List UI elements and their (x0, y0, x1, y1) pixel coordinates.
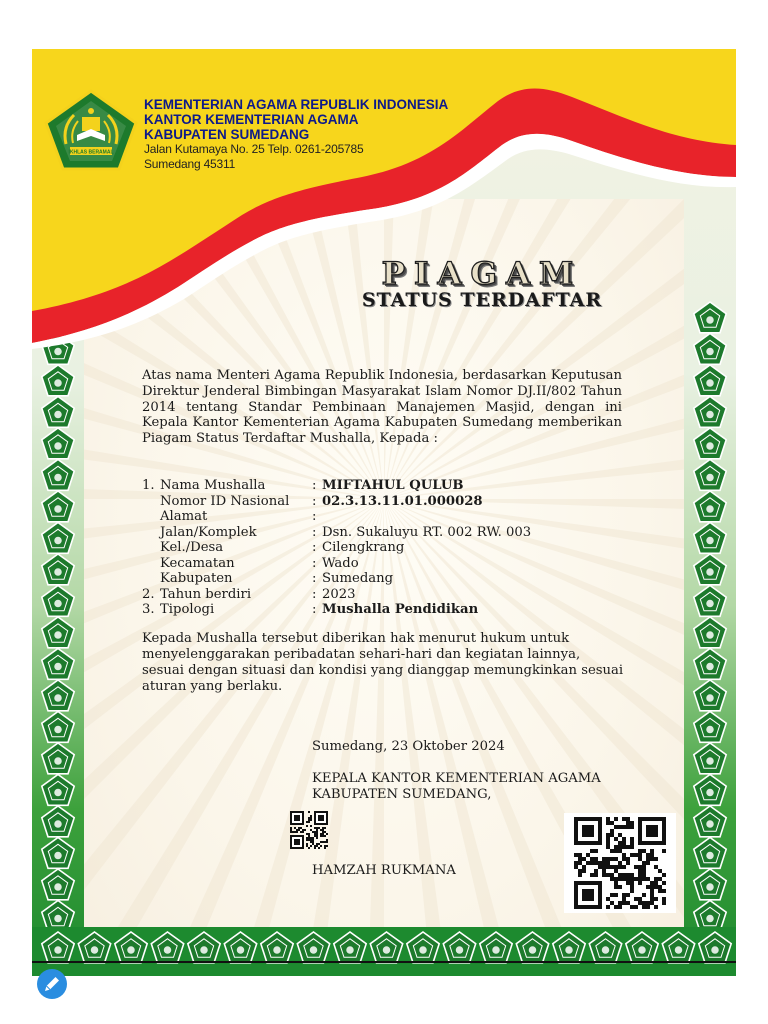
detail-label: Kecamatan (160, 555, 235, 571)
certificate-title: PIAGAM (381, 256, 583, 292)
intro-paragraph: Atas nama Menteri Agama Republik Indonesia, berdasarkan Keputusan Direktur Jenderal Bimbingan Masyarakat Islam Nomor DJ.II/802 Tahun 2014 tentang Standar Pembinaan Manajemen Masjid, dengan ini Kepala Kantor Kementerian Agama Kabupaten Sumedang memberikan Piagam Status Terdaftar Mushalla, Kepada : (142, 368, 622, 447)
header-regency: KABUPATEN SUMEDANG (144, 127, 310, 142)
tile-ornament-icon (297, 932, 329, 963)
detail-colon: : (312, 493, 317, 509)
qr-code-icon (564, 813, 676, 913)
tile-ornament-icon (443, 932, 475, 963)
tile-ornament-icon (115, 932, 147, 963)
tile-ornament-icon (694, 712, 726, 743)
certificate (32, 49, 736, 976)
certificate-subtitle: STATUS TERDAFTAR (361, 289, 603, 311)
tile-ornament-icon (480, 932, 512, 963)
detail-value: Wado (322, 555, 359, 571)
tile-ornament-icon (42, 397, 74, 428)
tile-ornament-icon (42, 460, 74, 491)
tile-ornament-icon (42, 617, 74, 648)
tile-ornament-icon (694, 869, 726, 900)
detail-label: Kel./Desa (160, 540, 224, 555)
detail-colon: : (312, 478, 317, 493)
signer-name: HAMZAH RUKMANA (312, 863, 456, 878)
tile-ornament-icon (694, 491, 726, 522)
tile-ornament-icon (42, 649, 74, 680)
detail-label: Alamat (160, 509, 208, 524)
tile-ornament-icon (694, 523, 726, 554)
qr-code-icon (290, 811, 332, 849)
tile-ornament-icon (699, 932, 731, 963)
detail-value: 2023 (322, 586, 356, 602)
header-address: Jalan Kutamaya No. 25 Telp. 0261-205785 (144, 142, 364, 156)
detail-value: Sumedang (322, 571, 394, 586)
detail-colon: : (312, 509, 317, 524)
tile-ornament-icon (553, 932, 585, 963)
detail-colon: : (312, 602, 317, 617)
detail-label: Nama Mushalla (160, 478, 266, 493)
tile-ornament-icon (42, 586, 74, 617)
bottom-rule (32, 961, 736, 963)
tile-ornament-icon (224, 932, 256, 963)
tile-ornament-icon (334, 932, 366, 963)
tile-ornament-icon (42, 680, 74, 711)
tile-ornament-icon (694, 806, 726, 837)
detail-label: Jalan/Komplek (160, 524, 257, 540)
tile-ornament-icon (42, 554, 74, 585)
detail-label: Kabupaten (160, 571, 233, 586)
bottom-ornament-border (32, 927, 736, 976)
tile-ornament-icon (42, 712, 74, 743)
tile-ornament-icon (42, 806, 74, 837)
detail-value: 02.3.13.11.01.000028 (322, 493, 483, 509)
detail-value: Dsn. Sukaluyu RT. 002 RW. 003 (322, 524, 532, 540)
tile-ornament-icon (42, 743, 74, 774)
closing-paragraph: Kepada Mushalla tersebut diberikan hak menurut hukum untuk menyelenggarakan peribadatan sehari-hari dan kegiatan lainnya, sesuai dengan situasi dan kondisi yang dianggap memungkinkan sesuai aturan yang berlaku. (142, 631, 624, 694)
kemenag-logo (44, 89, 138, 171)
svg-text:IKHLAS BERAMAL: IKHLAS BERAMAL (68, 149, 114, 156)
place-date: Sumedang, 23 Oktober 2024 (312, 739, 505, 754)
detail-number: 1. (142, 478, 155, 493)
header-ministry: KEMENTERIAN AGAMA REPUBLIK INDONESIA (144, 97, 449, 112)
detail-number: 3. (142, 602, 155, 617)
tile-ornament-icon (42, 491, 74, 522)
tile-ornament-icon (188, 932, 220, 963)
tile-ornament-icon (78, 932, 110, 963)
detail-value: MIFTAHUL QULUB (322, 478, 464, 493)
tile-ornament-icon (694, 428, 726, 459)
pencil-edit-icon[interactable] (36, 968, 68, 1000)
tile-ornament-icon (516, 932, 548, 963)
tile-ornament-icon (42, 932, 74, 963)
tile-ornament-icon (261, 932, 293, 963)
detail-row (142, 555, 359, 572)
header-office: KANTOR KEMENTERIAN AGAMA (144, 112, 359, 127)
tile-ornament-icon (694, 743, 726, 774)
tile-ornament-icon (589, 932, 621, 963)
tile-ornament-icon (662, 932, 694, 963)
detail-row (142, 509, 317, 525)
tile-ornament-icon (694, 617, 726, 648)
tile-ornament-icon (694, 838, 726, 869)
detail-row (142, 571, 394, 587)
detail-value: Cilengkrang (322, 540, 405, 555)
tile-ornament-icon (151, 932, 183, 963)
detail-row (142, 602, 479, 618)
qr-code-panel (564, 813, 676, 913)
tile-ornament-icon (694, 775, 726, 806)
tile-ornament-icon (694, 397, 726, 428)
tile-ornament-icon (407, 932, 439, 963)
tile-ornament-icon (694, 680, 726, 711)
tile-ornament-icon (42, 428, 74, 459)
header-city: Sumedang 45311 (144, 157, 236, 171)
tile-ornament-icon (42, 838, 74, 869)
tile-ornament-icon (694, 586, 726, 617)
signer-title-line2: KABUPATEN SUMEDANG, (312, 787, 492, 802)
tile-ornament-icon (370, 932, 402, 963)
detail-colon: : (312, 555, 317, 571)
detail-number: 2. (142, 586, 155, 602)
detail-label: Nomor ID Nasional (160, 493, 290, 509)
detail-row (142, 540, 405, 556)
tile-ornament-icon (694, 365, 726, 396)
tile-ornament-icon (626, 932, 658, 963)
detail-row (142, 478, 464, 494)
detail-label: Tipologi (160, 602, 215, 617)
detail-value: Mushalla Pendidikan (322, 602, 479, 617)
detail-label: Tahun berdiri (160, 586, 252, 602)
signer-title-line1: KEPALA KANTOR KEMENTERIAN AGAMA (312, 771, 601, 786)
detail-colon: : (312, 571, 317, 586)
detail-row (142, 524, 532, 541)
tile-ornament-icon (694, 554, 726, 585)
tile-ornament-icon (42, 869, 74, 900)
tile-ornament-icon (42, 523, 74, 554)
detail-row (142, 493, 483, 510)
detail-row (142, 586, 356, 603)
tile-ornament-icon (42, 775, 74, 806)
tile-ornament-icon (42, 365, 74, 396)
detail-colon: : (312, 524, 317, 540)
tile-ornament-icon (694, 649, 726, 680)
detail-colon: : (312, 540, 317, 555)
detail-colon: : (312, 586, 317, 602)
tile-ornament-icon (694, 460, 726, 491)
